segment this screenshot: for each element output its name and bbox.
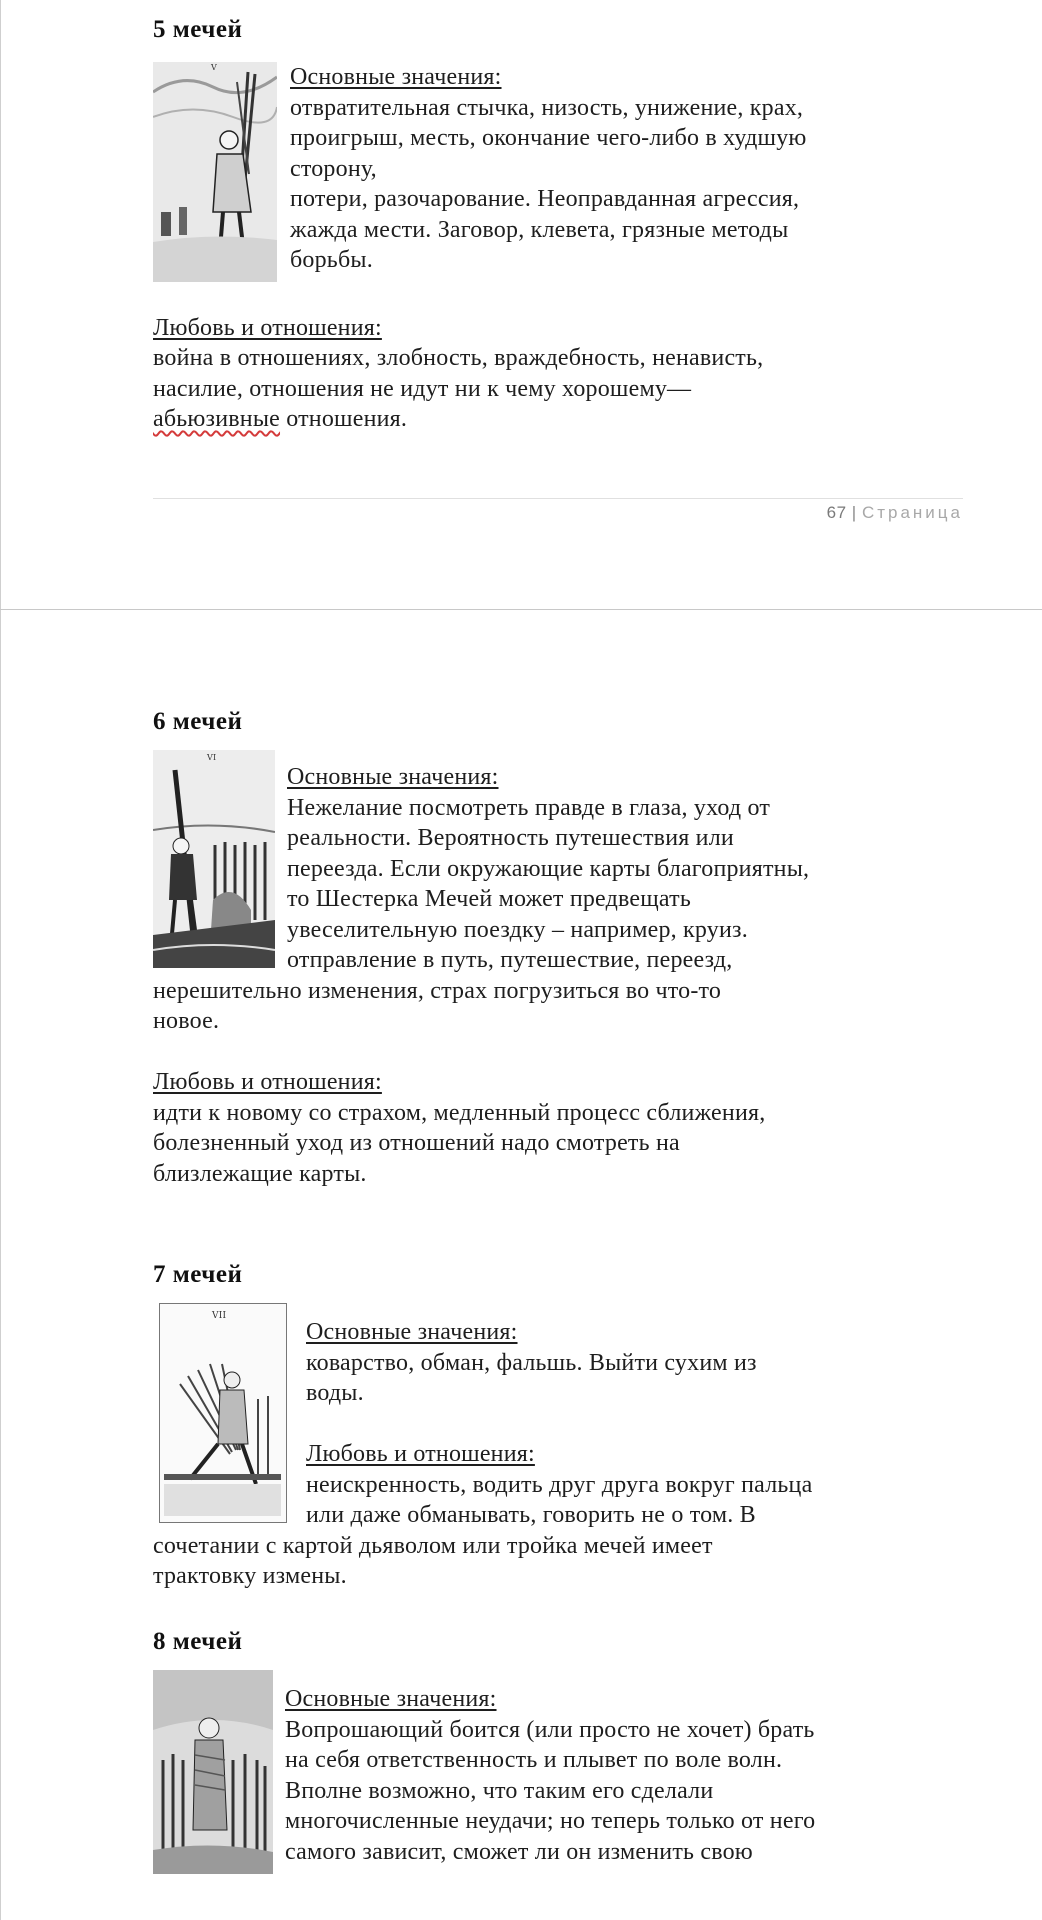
text-line: борьбы. bbox=[290, 247, 373, 273]
love-heading: Любовь и отношения: bbox=[153, 314, 382, 341]
page-footer bbox=[827, 503, 963, 523]
text-line: Нежелание посмотреть правде в глаза, уход от bbox=[287, 794, 771, 821]
text-line: отвратительная стычка, низость, унижение, крах, bbox=[290, 94, 804, 121]
text-line: неискренность, водить друг друга вокруг пальца bbox=[306, 1471, 813, 1498]
spellcheck-flagged-word[interactable]: абьюзивные bbox=[153, 406, 281, 432]
text-line: многочисленные неудачи; но теперь только от него bbox=[285, 1808, 816, 1834]
card-7-swords-section bbox=[153, 1303, 973, 1592]
seven-of-swords-illustration bbox=[160, 1304, 285, 1521]
text-line: сторону, bbox=[290, 155, 377, 182]
tarot-card-image-8-swords bbox=[153, 1670, 273, 1874]
card-title-6-swords: 6 мечей bbox=[153, 708, 243, 735]
text-line: увеселительную поездку – например, круиз. bbox=[287, 916, 748, 943]
text-line: сочетании с картой дьяволом или тройка мечей имеет bbox=[153, 1532, 713, 1559]
text-fragment: отношения. bbox=[280, 406, 408, 432]
tarot-card-image-6-swords bbox=[153, 750, 275, 968]
text-line: новое. bbox=[153, 1008, 220, 1034]
text-line: жажда мести. Заговор, клевета, грязные методы bbox=[290, 216, 789, 243]
text-line: то Шестерка Мечей может предвещать bbox=[287, 886, 691, 912]
card-8-swords-section bbox=[153, 1670, 973, 1874]
text-line: проигрыш, месть, окончание чего-либо в худшую bbox=[290, 125, 807, 151]
document-page-68 bbox=[0, 610, 1042, 1920]
document-page-67 bbox=[0, 0, 1042, 609]
text-line: Вопрошающий боится (или просто не хочет) брать bbox=[285, 1716, 815, 1743]
text-line: Вполне возможно, что таким его сделали bbox=[285, 1777, 714, 1804]
main-meanings-heading: Основные значения: bbox=[306, 1319, 518, 1345]
page-label: Страница bbox=[861, 503, 963, 522]
tarot-card-image-7-swords bbox=[159, 1303, 287, 1523]
main-meanings-heading: Основные значения: bbox=[285, 1686, 497, 1712]
text-line: война в отношениях, злобность, враждебность, ненависть, bbox=[153, 345, 764, 371]
main-meanings-heading: Основные значения: bbox=[290, 64, 502, 90]
text-line: нерешительно изменения, страх погрузиться во что-то bbox=[153, 977, 722, 1004]
text-line: переезда. Если окружающие карты благоприятны, bbox=[287, 855, 810, 882]
text-line: на себя ответственность и плывет по воле волн. bbox=[285, 1747, 783, 1773]
footer-separator: | bbox=[846, 503, 862, 522]
love-heading: Любовь и отношения: bbox=[153, 1069, 382, 1095]
text-line: близлежащие карты. bbox=[153, 1160, 367, 1187]
text-line: идти к новому со страхом, медленный процесс сближения, bbox=[153, 1099, 766, 1126]
text-line: болезненный уход из отношений надо смотреть на bbox=[153, 1130, 680, 1156]
text-line: потери, разочарование. Неоправданная агрессия, bbox=[290, 186, 800, 212]
text-line: коварство, обман, фальшь. Выйти сухим из bbox=[306, 1349, 757, 1376]
tarot-card-image-5-swords bbox=[153, 62, 277, 282]
text-line: насилие, отношения не идут ни к чему хорошему— bbox=[153, 375, 692, 402]
svg-text:VII: VII bbox=[212, 1311, 227, 1321]
text-line: трактовку измены. bbox=[153, 1563, 347, 1589]
love-heading: Любовь и отношения: bbox=[306, 1441, 535, 1467]
text-line: или даже обманывать, говорить не о том. В bbox=[306, 1502, 756, 1528]
card-title-7-swords: 7 мечей bbox=[153, 1261, 243, 1288]
card-5-swords-section bbox=[153, 62, 973, 435]
svg-text:V: V bbox=[211, 63, 217, 72]
text-line: реальности. Вероятность путешествия или bbox=[287, 825, 734, 851]
six-of-swords-illustration bbox=[153, 750, 275, 968]
svg-text:VI: VI bbox=[207, 753, 217, 762]
five-of-swords-illustration bbox=[153, 62, 277, 282]
card-title-5-swords: 5 мечей bbox=[153, 16, 243, 43]
text-line: воды. bbox=[306, 1380, 364, 1406]
text-line: отправление в путь, путешествие, переезд, bbox=[287, 947, 733, 973]
eight-of-swords-illustration bbox=[153, 1670, 273, 1874]
footer-divider bbox=[153, 498, 963, 499]
text-line bbox=[153, 404, 973, 435]
main-meanings-heading: Основные значения: bbox=[287, 764, 499, 790]
card-title-8-swords: 8 мечей bbox=[153, 1628, 243, 1655]
card-6-swords-section bbox=[153, 750, 973, 1189]
page-number: 67 bbox=[826, 503, 847, 522]
text-line: самого зависит, сможет ли он изменить свою bbox=[285, 1838, 753, 1865]
